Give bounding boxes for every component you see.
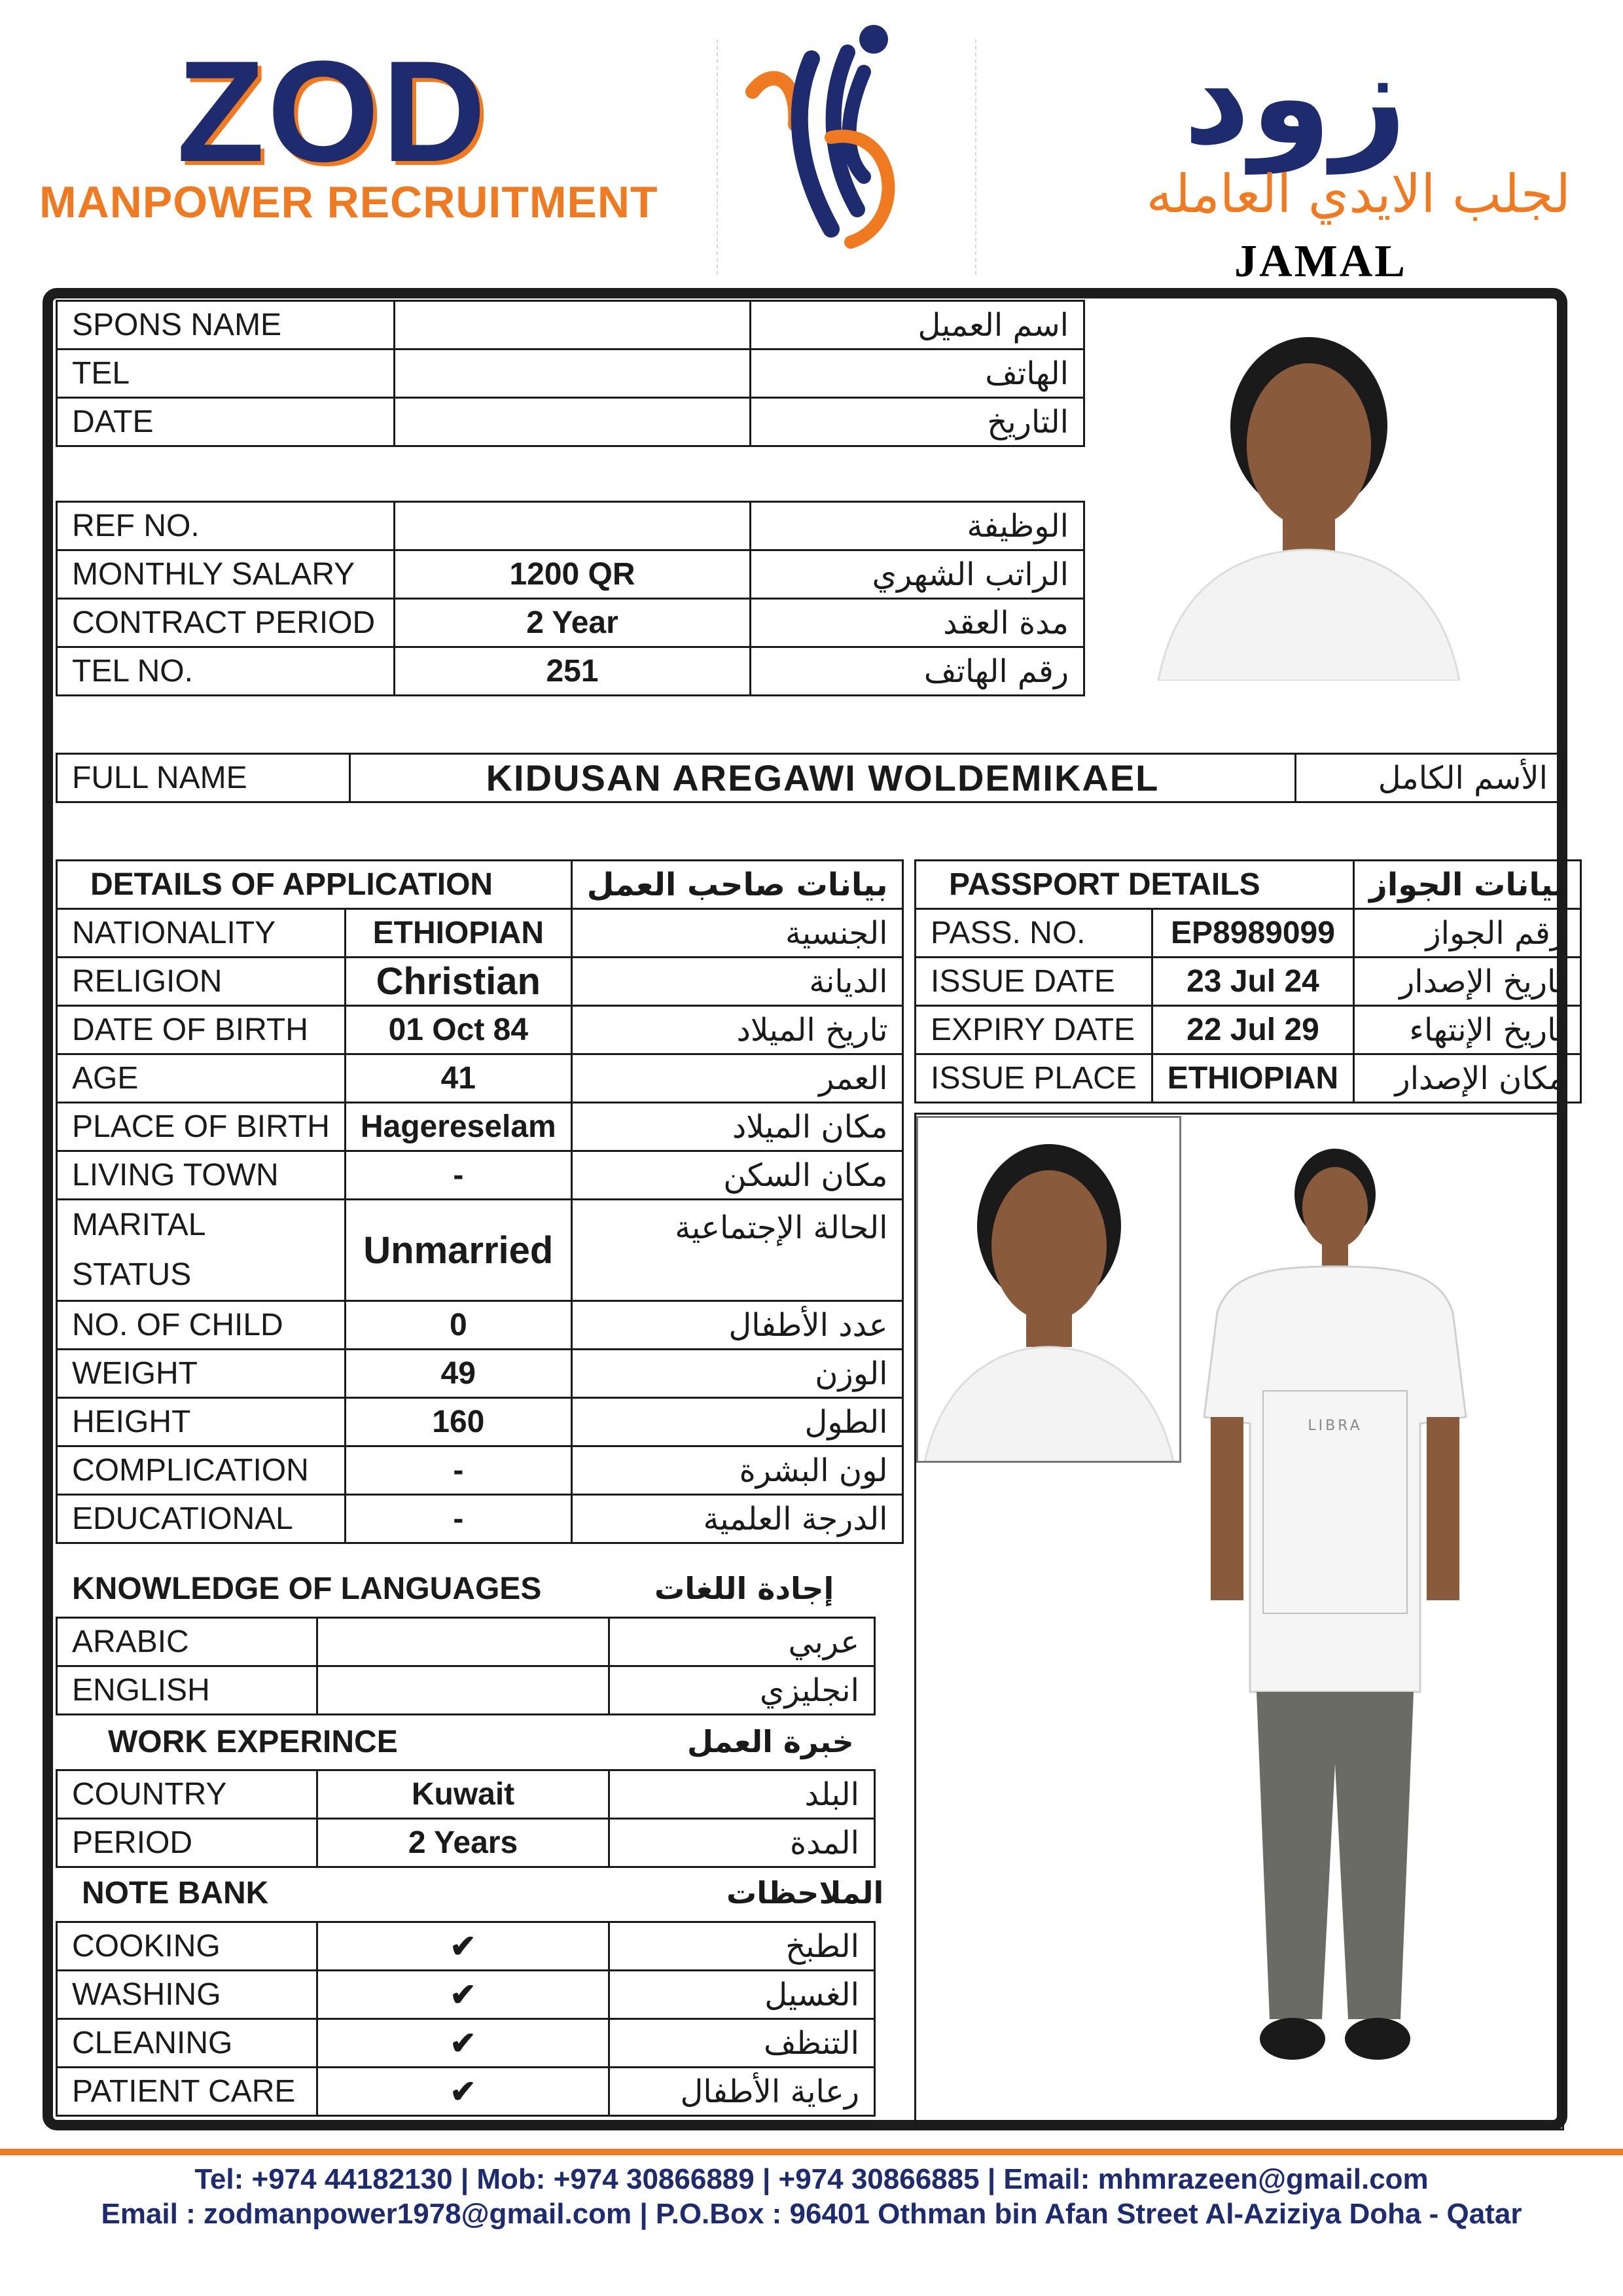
row-value: 160 bbox=[345, 1398, 571, 1446]
row-label: LIVING TOWN bbox=[57, 1151, 346, 1200]
row-value: 2 Years bbox=[317, 1819, 609, 1867]
row-label: PASS. NO. bbox=[916, 909, 1152, 958]
row-label: AGE bbox=[57, 1054, 346, 1103]
table-row bbox=[57, 1200, 903, 1301]
tel-label: TEL bbox=[57, 350, 395, 398]
table-row bbox=[57, 1666, 875, 1715]
salary-value: 1200 QR bbox=[395, 550, 751, 599]
sponsor-table bbox=[56, 300, 1085, 447]
row-label: DATE OF BIRTH bbox=[57, 1006, 346, 1054]
row-label: NATIONALITY bbox=[57, 909, 346, 958]
date-label-ar: التاريخ bbox=[751, 398, 1084, 446]
notes-table bbox=[56, 1921, 876, 2117]
experience-title-ar: خبرة العمل bbox=[687, 1724, 854, 1759]
table-row bbox=[57, 550, 1084, 599]
application-title-ar: بيانات صاحب العمل bbox=[571, 861, 903, 909]
table-row bbox=[916, 958, 1581, 1006]
row-label-ar: الدرجة العلمية bbox=[571, 1495, 903, 1543]
table-row bbox=[57, 647, 1084, 696]
table-row bbox=[57, 599, 1084, 647]
row-label: PATIENT CARE bbox=[57, 2068, 317, 2116]
languages-title: KNOWLEDGE OF LANGUAGES bbox=[72, 1571, 542, 1606]
row-label-ar: العمر bbox=[571, 1054, 903, 1103]
row-label: CLEANING bbox=[57, 2019, 317, 2068]
table-row bbox=[57, 2068, 875, 2116]
passport-table bbox=[914, 859, 1582, 1103]
row-label-ar: الجنسية bbox=[571, 909, 903, 958]
table-row bbox=[57, 1819, 875, 1867]
table-row bbox=[57, 1301, 903, 1350]
notes-title-ar: الملاحظات bbox=[726, 1875, 884, 1910]
sponsor-label-ar: اسم العميل bbox=[751, 301, 1084, 350]
table-row bbox=[57, 909, 903, 958]
table-row bbox=[57, 502, 1084, 550]
ref-label: REF NO. bbox=[57, 502, 395, 550]
date-label: DATE bbox=[57, 398, 395, 446]
table-row bbox=[57, 1350, 903, 1398]
header-divider bbox=[717, 39, 718, 275]
row-value: 0 bbox=[345, 1301, 571, 1350]
passport-title: PASSPORT DETAILS bbox=[916, 861, 1354, 909]
application-table bbox=[56, 859, 904, 1544]
table-row bbox=[916, 1054, 1581, 1103]
full-name-value: KIDUSAN AREGAWI WOLDEMIKAEL bbox=[350, 754, 1296, 802]
sponsor-value bbox=[395, 301, 751, 350]
row-value: 23 Jul 24 bbox=[1152, 958, 1353, 1006]
row-label: ENGLISH bbox=[57, 1666, 317, 1715]
job-table bbox=[56, 501, 1085, 696]
table-row bbox=[57, 1618, 875, 1666]
salary-label: MONTHLY SALARY bbox=[57, 550, 395, 599]
experience-title: WORK EXPERINCE bbox=[108, 1725, 398, 1759]
row-value: - bbox=[345, 1446, 571, 1495]
row-label: HEIGHT bbox=[57, 1398, 346, 1446]
table-row bbox=[57, 398, 1084, 446]
table-row bbox=[57, 2019, 875, 2068]
row-value bbox=[317, 1666, 609, 1715]
row-label-ar: عدد الأطفال bbox=[571, 1301, 903, 1350]
row-label-ar: المدة bbox=[609, 1819, 875, 1867]
arabic-brand: زود bbox=[1183, 22, 1407, 174]
table-row bbox=[57, 350, 1084, 398]
telno-value: 251 bbox=[395, 647, 751, 696]
telno-label: TEL NO. bbox=[57, 647, 395, 696]
row-label-ar: رعاية الأطفال bbox=[609, 2068, 875, 2116]
row-value bbox=[317, 1618, 609, 1666]
row-label-ar: انجليزي bbox=[609, 1666, 875, 1715]
date-value bbox=[395, 398, 751, 446]
row-label-ar: الطبخ bbox=[609, 1922, 875, 1971]
row-value: 41 bbox=[345, 1054, 571, 1103]
check-icon: ✔ bbox=[317, 2019, 609, 2068]
row-label: ISSUE DATE bbox=[916, 958, 1152, 1006]
row-value: EP8989099 bbox=[1152, 909, 1353, 958]
salary-label-ar: الراتب الشهري bbox=[751, 550, 1084, 599]
row-label: WEIGHT bbox=[57, 1350, 346, 1398]
full-name-label: FULL NAME bbox=[57, 754, 350, 802]
full-body-photo bbox=[1191, 1142, 1479, 2085]
row-label: EDUCATIONAL bbox=[57, 1495, 346, 1543]
full-name-label-ar: الأسم الكامل bbox=[1296, 754, 1563, 802]
row-label: COOKING bbox=[57, 1922, 317, 1971]
tel-label-ar: الهاتف bbox=[751, 350, 1084, 398]
table-row bbox=[916, 909, 1581, 958]
row-value: Christian bbox=[345, 958, 571, 1006]
table-row bbox=[57, 301, 1084, 350]
languages-title-ar: إجادة اللغات bbox=[654, 1571, 834, 1606]
application-title: DETAILS OF APPLICATION bbox=[57, 861, 572, 909]
row-value: 49 bbox=[345, 1350, 571, 1398]
row-label-ar: مكان السكن bbox=[571, 1151, 903, 1200]
row-label-ar: الوزن bbox=[571, 1350, 903, 1398]
row-label-ar: عربي bbox=[609, 1618, 875, 1666]
table-row bbox=[916, 861, 1581, 909]
row-value: - bbox=[345, 1151, 571, 1200]
contract-value: 2 Year bbox=[395, 599, 751, 647]
arabic-subtitle: لجلب الايدي العامله bbox=[1146, 164, 1571, 224]
check-icon: ✔ bbox=[317, 1971, 609, 2019]
row-label-ar: تاريخ الإصدار bbox=[1354, 958, 1581, 1006]
row-value: ETHIOPIAN bbox=[345, 909, 571, 958]
table-row bbox=[57, 1770, 875, 1819]
row-label: EXPIRY DATE bbox=[916, 1006, 1152, 1054]
row-value: 22 Jul 29 bbox=[1152, 1006, 1353, 1054]
row-label: PLACE OF BIRTH bbox=[57, 1103, 346, 1151]
table-row bbox=[57, 1971, 875, 2019]
tel-value bbox=[395, 350, 751, 398]
row-value: - bbox=[345, 1495, 571, 1543]
check-icon: ✔ bbox=[317, 2068, 609, 2116]
row-label-ar: لون البشرة bbox=[571, 1446, 903, 1495]
table-row bbox=[57, 1006, 903, 1054]
footer-address-line: Email : zodmanpower1978@gmail.com | P.O.Box : 96401 Othman bin Afan Street Al-Aziziya Doha - Qatar bbox=[101, 2198, 1522, 2230]
table-row bbox=[57, 1495, 903, 1543]
row-label-ar: تاريخ الميلاد bbox=[571, 1006, 903, 1054]
table-row bbox=[57, 1398, 903, 1446]
row-label-ar: الغسيل bbox=[609, 1971, 875, 2019]
row-label: COMPLICATION bbox=[57, 1446, 346, 1495]
row-label-ar: الطول bbox=[571, 1398, 903, 1446]
row-label: PERIOD bbox=[57, 1819, 317, 1867]
ref-value bbox=[395, 502, 751, 550]
row-label-ar: التنظف bbox=[609, 2019, 875, 2068]
row-label-ar: مكان الإصدار bbox=[1354, 1054, 1581, 1103]
row-value: Unmarried bbox=[345, 1200, 571, 1301]
passport-title-ar: بيانات الجواز bbox=[1354, 861, 1581, 909]
agent-name: JAMAL bbox=[1234, 236, 1407, 287]
notes-title: NOTE BANK bbox=[82, 1876, 269, 1910]
sponsor-label: SPONS NAME bbox=[57, 301, 395, 350]
table-row bbox=[57, 1922, 875, 1971]
brand-logo-text: ZOD bbox=[177, 31, 489, 192]
table-row bbox=[57, 861, 903, 909]
brand-subtitle: MANPOWER RECRUITMENT bbox=[39, 177, 658, 227]
shirt-print-text: LIBRA bbox=[1308, 1418, 1363, 1434]
telno-label-ar: رقم الهاتف bbox=[751, 647, 1084, 696]
row-label-ar: الحالة الإجتماعية bbox=[571, 1200, 903, 1301]
languages-table bbox=[56, 1617, 876, 1715]
row-label-ar: الديانة bbox=[571, 958, 903, 1006]
row-label-ar: مكان الميلاد bbox=[571, 1103, 903, 1151]
row-value: 01 Oct 84 bbox=[345, 1006, 571, 1054]
footer-rule bbox=[0, 2149, 1623, 2155]
row-label-ar: تاريخ الإنتهاء bbox=[1354, 1006, 1581, 1054]
table-row bbox=[57, 754, 1563, 802]
row-label: ARABIC bbox=[57, 1618, 317, 1666]
brand-emblem-icon bbox=[733, 13, 929, 262]
full-name-table bbox=[56, 753, 1564, 803]
table-row bbox=[57, 1103, 903, 1151]
row-value: ETHIOPIAN bbox=[1152, 1054, 1353, 1103]
row-value: Hagereselam bbox=[345, 1103, 571, 1151]
row-label-ar: البلد bbox=[609, 1770, 875, 1819]
check-icon: ✔ bbox=[317, 1922, 609, 1971]
table-row bbox=[57, 1054, 903, 1103]
contract-label-ar: مدة العقد bbox=[751, 599, 1084, 647]
experience-table bbox=[56, 1769, 876, 1868]
headshot-photo bbox=[916, 1116, 1181, 1463]
table-row bbox=[57, 1446, 903, 1495]
portrait-photo bbox=[1139, 314, 1479, 681]
ref-label-ar: الوظيفة bbox=[751, 502, 1084, 550]
row-label: RELIGION bbox=[57, 958, 346, 1006]
contract-label: CONTRACT PERIOD bbox=[57, 599, 395, 647]
header-divider bbox=[975, 39, 976, 275]
row-label: COUNTRY bbox=[57, 1770, 317, 1819]
row-value: Kuwait bbox=[317, 1770, 609, 1819]
row-label-ar: رقم الجواز bbox=[1354, 909, 1581, 958]
row-label: WASHING bbox=[57, 1971, 317, 2019]
row-label: MARITAL STATUS bbox=[57, 1200, 346, 1301]
table-row bbox=[57, 958, 903, 1006]
row-label: NO. OF CHILD bbox=[57, 1301, 346, 1350]
row-label: ISSUE PLACE bbox=[916, 1054, 1152, 1103]
table-row bbox=[57, 1151, 903, 1200]
footer-contact-line: Tel: +974 44182130 | Mob: +974 30866889 | +974 30866885 | Email: mhmrazeen@gmail.com bbox=[194, 2163, 1429, 2195]
table-row bbox=[916, 1006, 1581, 1054]
